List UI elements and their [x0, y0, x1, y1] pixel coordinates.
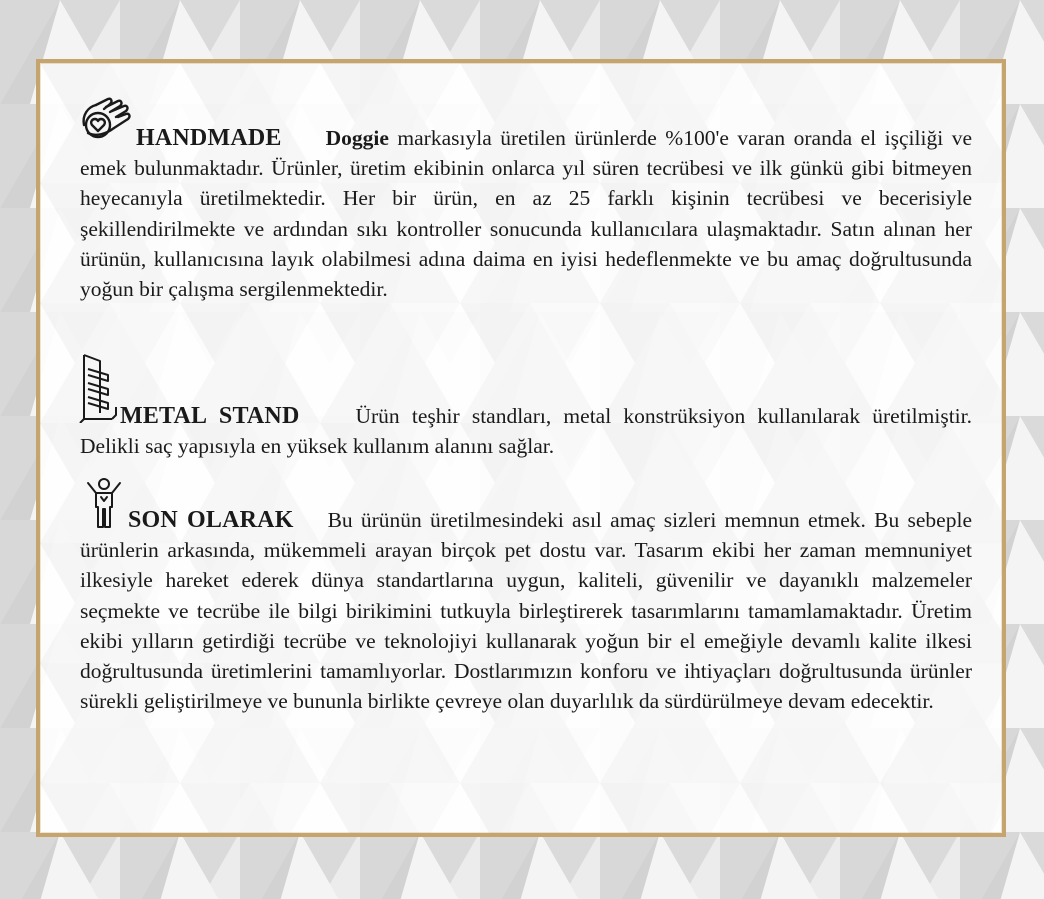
section-son-olarak	[80, 505, 972, 716]
metal-stand-heading: METAL STAND	[120, 403, 300, 429]
brand-name: Doggie	[325, 126, 389, 150]
son-olarak-heading: SON OLARAK	[128, 507, 294, 533]
section-metal-stand	[80, 401, 972, 461]
content-panel	[36, 59, 1006, 837]
handmade-body: markasıyla üretilen ürünlerde %100'e varan oranda el işçiliği ve emek bulunmaktadır. Ürünler, üretim ekibinin onlarca yıl süren tecrübesi ve ilk günkü gibi bitmeyen heyecanıyla üretilmektedir. Her bir ürün, en az 25 farklı kişinin tecrübesi ve becerisiyle şekillendirilmekte ve ardından sıkı kontroller sonucunda kullanıcılara ulaşmaktadır. Satın alınan her ürünün, kullanıcısına layık olabilmesi adına daima en iyisi hedeflenmekte ve bu amaç doğrultusunda yoğun bir çalışma sergilenmektedir.	[80, 126, 972, 302]
son-olarak-body: Bu ürünün üretilmesindeki asıl amaç sizleri memnun etmek. Bu sebeple ürünlerin arkasında, mükemmeli arayan birçok pet dostu var. Tasarım ekibi her zaman memnuniyet ilkesiyle hareket ederek dünya standartlarına uygun, kaliteli, güvenilir ve dayanıklı malzemeler seçmekte ve tecrübe ile bilgi birikimini tutkuyla birleştirerek tasarımlarını tamamlamaktadır. Üretim ekibi yılların getirdiği tecrübe ve teknolojiyi kullanarak yoğun bir el emeğiyle devamlı kalite ilkesi doğrultusunda üretimlerini tamamlıyorlar. Dostlarımızın konforu ve ihtiyaçları doğrultusunda ürünler sürekli geliştirilmeye ve bununla birlikte çevreye olan duyarlılık da sürdürülmeye devam edecektir.	[80, 508, 972, 714]
metal-stand-body: Ürün teşhir standları, metal konstrüksiyon kullanılarak üretilmiştir. Delikli saç yapısıyla en yüksek kullanım alanını sağlar.	[80, 404, 972, 459]
section-handmade	[80, 123, 972, 304]
handmade-heading: HANDMADE	[136, 125, 282, 151]
